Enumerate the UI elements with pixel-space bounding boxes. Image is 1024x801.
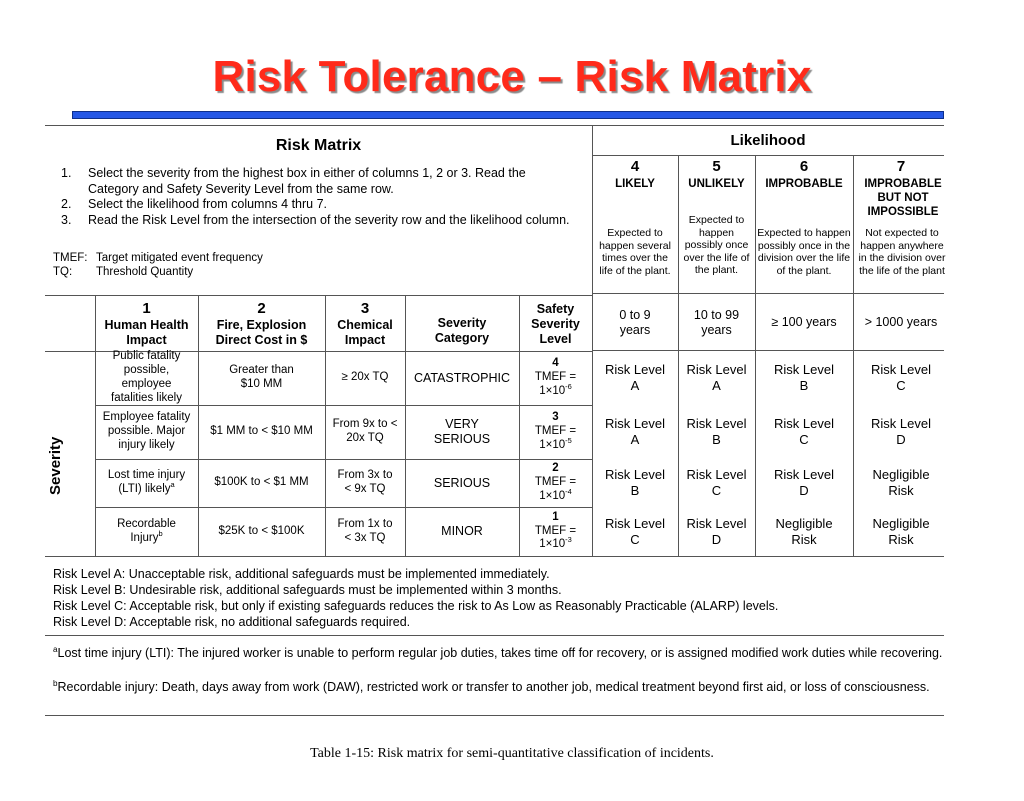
row-4-chem-text: From 1x to < 3x TQ [337,517,393,544]
row-1-cost-text: Greater than $10 MM [229,364,294,390]
risk-cell-text: Risk Level D [686,515,747,547]
severity-axis-label: Severity [47,436,64,495]
likelihood-4-num: 4 [630,158,640,175]
risk-cell [678,351,755,405]
risk-cell [678,507,755,556]
likelihood-7-name: IMPROBABLE BUT NOT IMPOSSIBLE [864,178,942,218]
instruction-1: Select the severity from the highest box in either of columns 1, 2 or 3. Read the Category and Safety Severity Level from the same row. [88,166,526,196]
row-4-category [405,507,519,556]
row-3-health [95,459,198,507]
row-2-chem [325,405,405,459]
row-2-tmef-base: 1×10 [539,438,566,451]
row-1-tmef-exp: -6 [565,382,572,392]
sev-header-category-name: Severity Category [434,316,490,345]
row-1-category-text: CATASTROPHIC [413,370,511,385]
footnote-a-text: The injured worker is unable to perform regular job duties, takes time off for recovery, or is assigned modified work duties while recovering. [173,646,943,660]
footnote-b-mark: b [53,678,58,688]
risk-cell-text: Negligible Risk [872,467,930,498]
row-1-chem-text: ≥ 20x TQ [341,371,389,384]
footnote-a-mark: a [53,644,58,654]
footnote-b-text: Death, days away from work (DAW), restricted work or transfer to another job, medical treatment beyond first aid, or loss of consciousness. [158,680,930,694]
risk-cell-text: Risk Level C [686,467,747,498]
row-2-level [519,405,592,459]
risk-matrix-heading: Risk Matrix [275,137,362,155]
row-2-cost [198,405,325,459]
risk-cell [592,459,678,507]
likelihood-6-range-text: ≥ 100 years [771,315,837,329]
row-4-health [95,507,198,556]
rule-left-header [45,295,592,296]
row-1-level [519,351,592,405]
def-tq-text: Threshold Quantity [96,266,194,278]
row-2-tmef-exp: -5 [565,436,572,446]
row-4-health-text: Recordable Injury [117,517,176,544]
def-tmef-term: TMEF: [53,252,88,264]
risk-cell-text: Risk Level C [605,515,665,547]
likelihood-4-range-text: 0 to 9 years [619,307,651,337]
risk-cell-text: Risk Level D [871,416,931,447]
row-1-health-text: Public fatality possible, employee fatalities likely [111,350,182,404]
row-3-tmef: TMEF = [534,476,577,489]
risk-def-c: Risk Level C: Acceptable risk, but only if existing safeguards reduces the risk to As Low as Reasonably Practicable (ALARP) levels. [53,599,779,613]
rule-likelihood-title [592,155,944,156]
row-4-tmef-value [539,535,572,552]
likelihood-5-range-text: 10 to 99 years [693,307,740,337]
risk-cell-text: Risk Level B [774,362,834,393]
likelihood-7-range-text: > 1000 years [864,315,938,329]
instruction-3: Read the Risk Level from the intersection of the severity row and the likelihood column. [88,213,570,227]
def-tmef-text: Target mitigated event frequency [96,252,263,264]
row-2-level-num: 3 [552,411,559,424]
likelihood-5-num: 5 [712,158,721,175]
instruction-2: Select the likelihood from columns 4 thru 7. [88,197,328,211]
risk-cell [853,405,949,459]
row-3-cost-text: $100K to < $1 MM [214,476,309,489]
row-1-health [95,351,198,405]
risk-cell [755,507,853,556]
likelihood-heading: Likelihood [730,132,806,149]
rule-footnotes-bottom [45,715,944,716]
row-1-category [405,351,519,405]
risk-cell-text: Risk Level A [605,362,665,393]
row-1-chem [325,351,405,405]
likelihood-7-range [853,295,949,350]
footnote-a-term: Lost time injury (LTI): [57,646,174,660]
instruction-2-num: 2. [61,197,72,211]
risk-cell-text: Risk Level C [774,416,834,447]
sev-header-2-name: Fire, Explosion Direct Cost in $ [215,318,308,347]
risk-cell [678,459,755,507]
row-2-chem-text: From 9x to < 20x TQ [332,418,398,444]
row-3-level [519,459,592,507]
likelihood-4-desc: Expected to happen several times over the life of the plant. [599,227,671,277]
likelihood-5-range [678,295,755,350]
risk-cell [853,351,949,405]
row-1-cost [198,351,325,405]
likelihood-6-desc: Expected to happen possibly once in the division over the life of the plant. [757,227,851,277]
page-title: Risk Tolerance – Risk Matrix [212,52,812,101]
row-4-level-num: 1 [552,510,559,523]
rule-riskdefs-bottom [45,635,944,636]
footnote-a [53,645,943,661]
row-4-level [519,507,592,556]
sev-header-3 [325,297,405,351]
row-3-chem-text: From 3x to < 9x TQ [337,469,393,495]
row-1-tmef-base: 1×10 [539,384,566,397]
risk-cell-text: Negligible Risk [872,515,930,547]
sev-header-3-name: Chemical Impact [337,318,393,347]
risk-matrix-panel [45,125,944,716]
risk-cell [678,405,755,459]
def-tq-term: TQ: [53,266,73,278]
risk-cell [592,405,678,459]
risk-cell-text: Negligible Risk [775,515,833,547]
sev-header-level [519,297,592,351]
rule-table-bottom [45,556,944,557]
risk-def-b: Risk Level B: Undesirable risk, additional safeguards must be implemented within 3 months. [53,583,562,597]
row-1-tmef: TMEF = [534,371,577,384]
likelihood-6-num: 6 [799,158,809,175]
row-4-health-sup: b [158,528,163,538]
likelihood-4-range [592,295,678,350]
sev-header-2 [198,297,325,351]
sev-header-3-num: 3 [360,300,370,317]
row-3-health-wrap [103,469,190,497]
risk-cell-text: Risk Level D [774,467,834,498]
risk-def-a: Risk Level A: Unacceptable risk, additional safeguards must be implemented immediately. [53,567,550,581]
sev-header-2-num: 2 [257,300,266,317]
row-4-cost-text: $25K to < $100K [218,524,305,537]
table-caption: Table 1-15: Risk matrix for semi-quantitative classification of incidents. [310,746,714,761]
row-3-health-sup: a [170,480,175,490]
risk-cell [755,405,853,459]
likelihood-7-num: 7 [896,158,906,175]
rule-likelihood-desc [592,293,944,294]
likelihood-6-name: IMPROBABLE [765,178,843,190]
risk-cell-text: Risk Level A [605,416,665,447]
row-3-level-num: 2 [552,462,559,475]
risk-cell [853,507,949,556]
row-2-category [405,405,519,459]
row-4-tmef-base: 1×10 [539,538,566,551]
row-3-category [405,459,519,507]
sev-header-level-name: Safety Severity Level [531,301,580,346]
risk-def-d: Risk Level D: Acceptable risk, no additional safeguards required. [53,615,411,629]
row-2-category-text: VERY SERIOUS [433,417,491,446]
row-1-tmef-value [539,382,572,399]
row-2-cost-text: $1 MM to < $10 MM [210,425,313,438]
likelihood-5-desc: Expected to happen possibly once over the life of the plant. [683,214,750,277]
likelihood-6-range [755,295,853,350]
risk-cell-text: Risk Level B [686,416,747,447]
likelihood-4-name: LIKELY [615,178,655,190]
row-4-tmef-exp: -3 [565,535,572,545]
title-underline-bar [72,111,944,119]
row-1-level-num: 4 [552,357,559,370]
row-3-tmef-exp: -4 [565,487,572,497]
row-4-cost [198,507,325,556]
row-4-chem [325,507,405,556]
risk-cell [853,459,949,507]
risk-cell-text: Risk Level B [605,467,665,498]
row-3-chem [325,459,405,507]
row-3-tmef-base: 1×10 [539,489,566,502]
row-2-health [95,405,198,459]
instruction-1-num: 1. [61,166,72,180]
risk-cell [755,459,853,507]
row-2-health-text: Employee fatality possible. Major injury likely [102,411,191,451]
row-3-category-text: SERIOUS [433,475,491,490]
risk-cell [755,351,853,405]
row-2-tmef-value [539,436,572,453]
likelihood-5-name: UNLIKELY [688,178,745,190]
row-4-category-text: MINOR [441,524,483,538]
row-4-health-wrap [109,518,184,546]
sev-header-1 [95,297,198,351]
risk-cell [592,507,678,556]
sev-header-1-name: Human Health Impact [104,318,189,347]
rule-top [45,125,944,126]
likelihood-7-desc: Not expected to happen anywhere in the division over the life of the plant [858,227,946,277]
sev-header-category [405,297,519,351]
row-3-health-text: Lost time injury (LTI) likely [107,469,186,495]
risk-cell-text: Risk Level A [686,362,747,393]
row-3-cost [198,459,325,507]
sev-header-1-num: 1 [142,300,151,317]
footnote-b-term: Recordable injury: [57,680,159,694]
footnote-b [53,679,943,695]
risk-cell-text: Risk Level C [871,362,931,393]
row-4-tmef: TMEF = [534,524,577,537]
row-3-tmef-value [539,487,572,504]
row-2-tmef: TMEF = [534,425,577,438]
instruction-3-num: 3. [61,213,72,227]
risk-cell [592,351,678,405]
